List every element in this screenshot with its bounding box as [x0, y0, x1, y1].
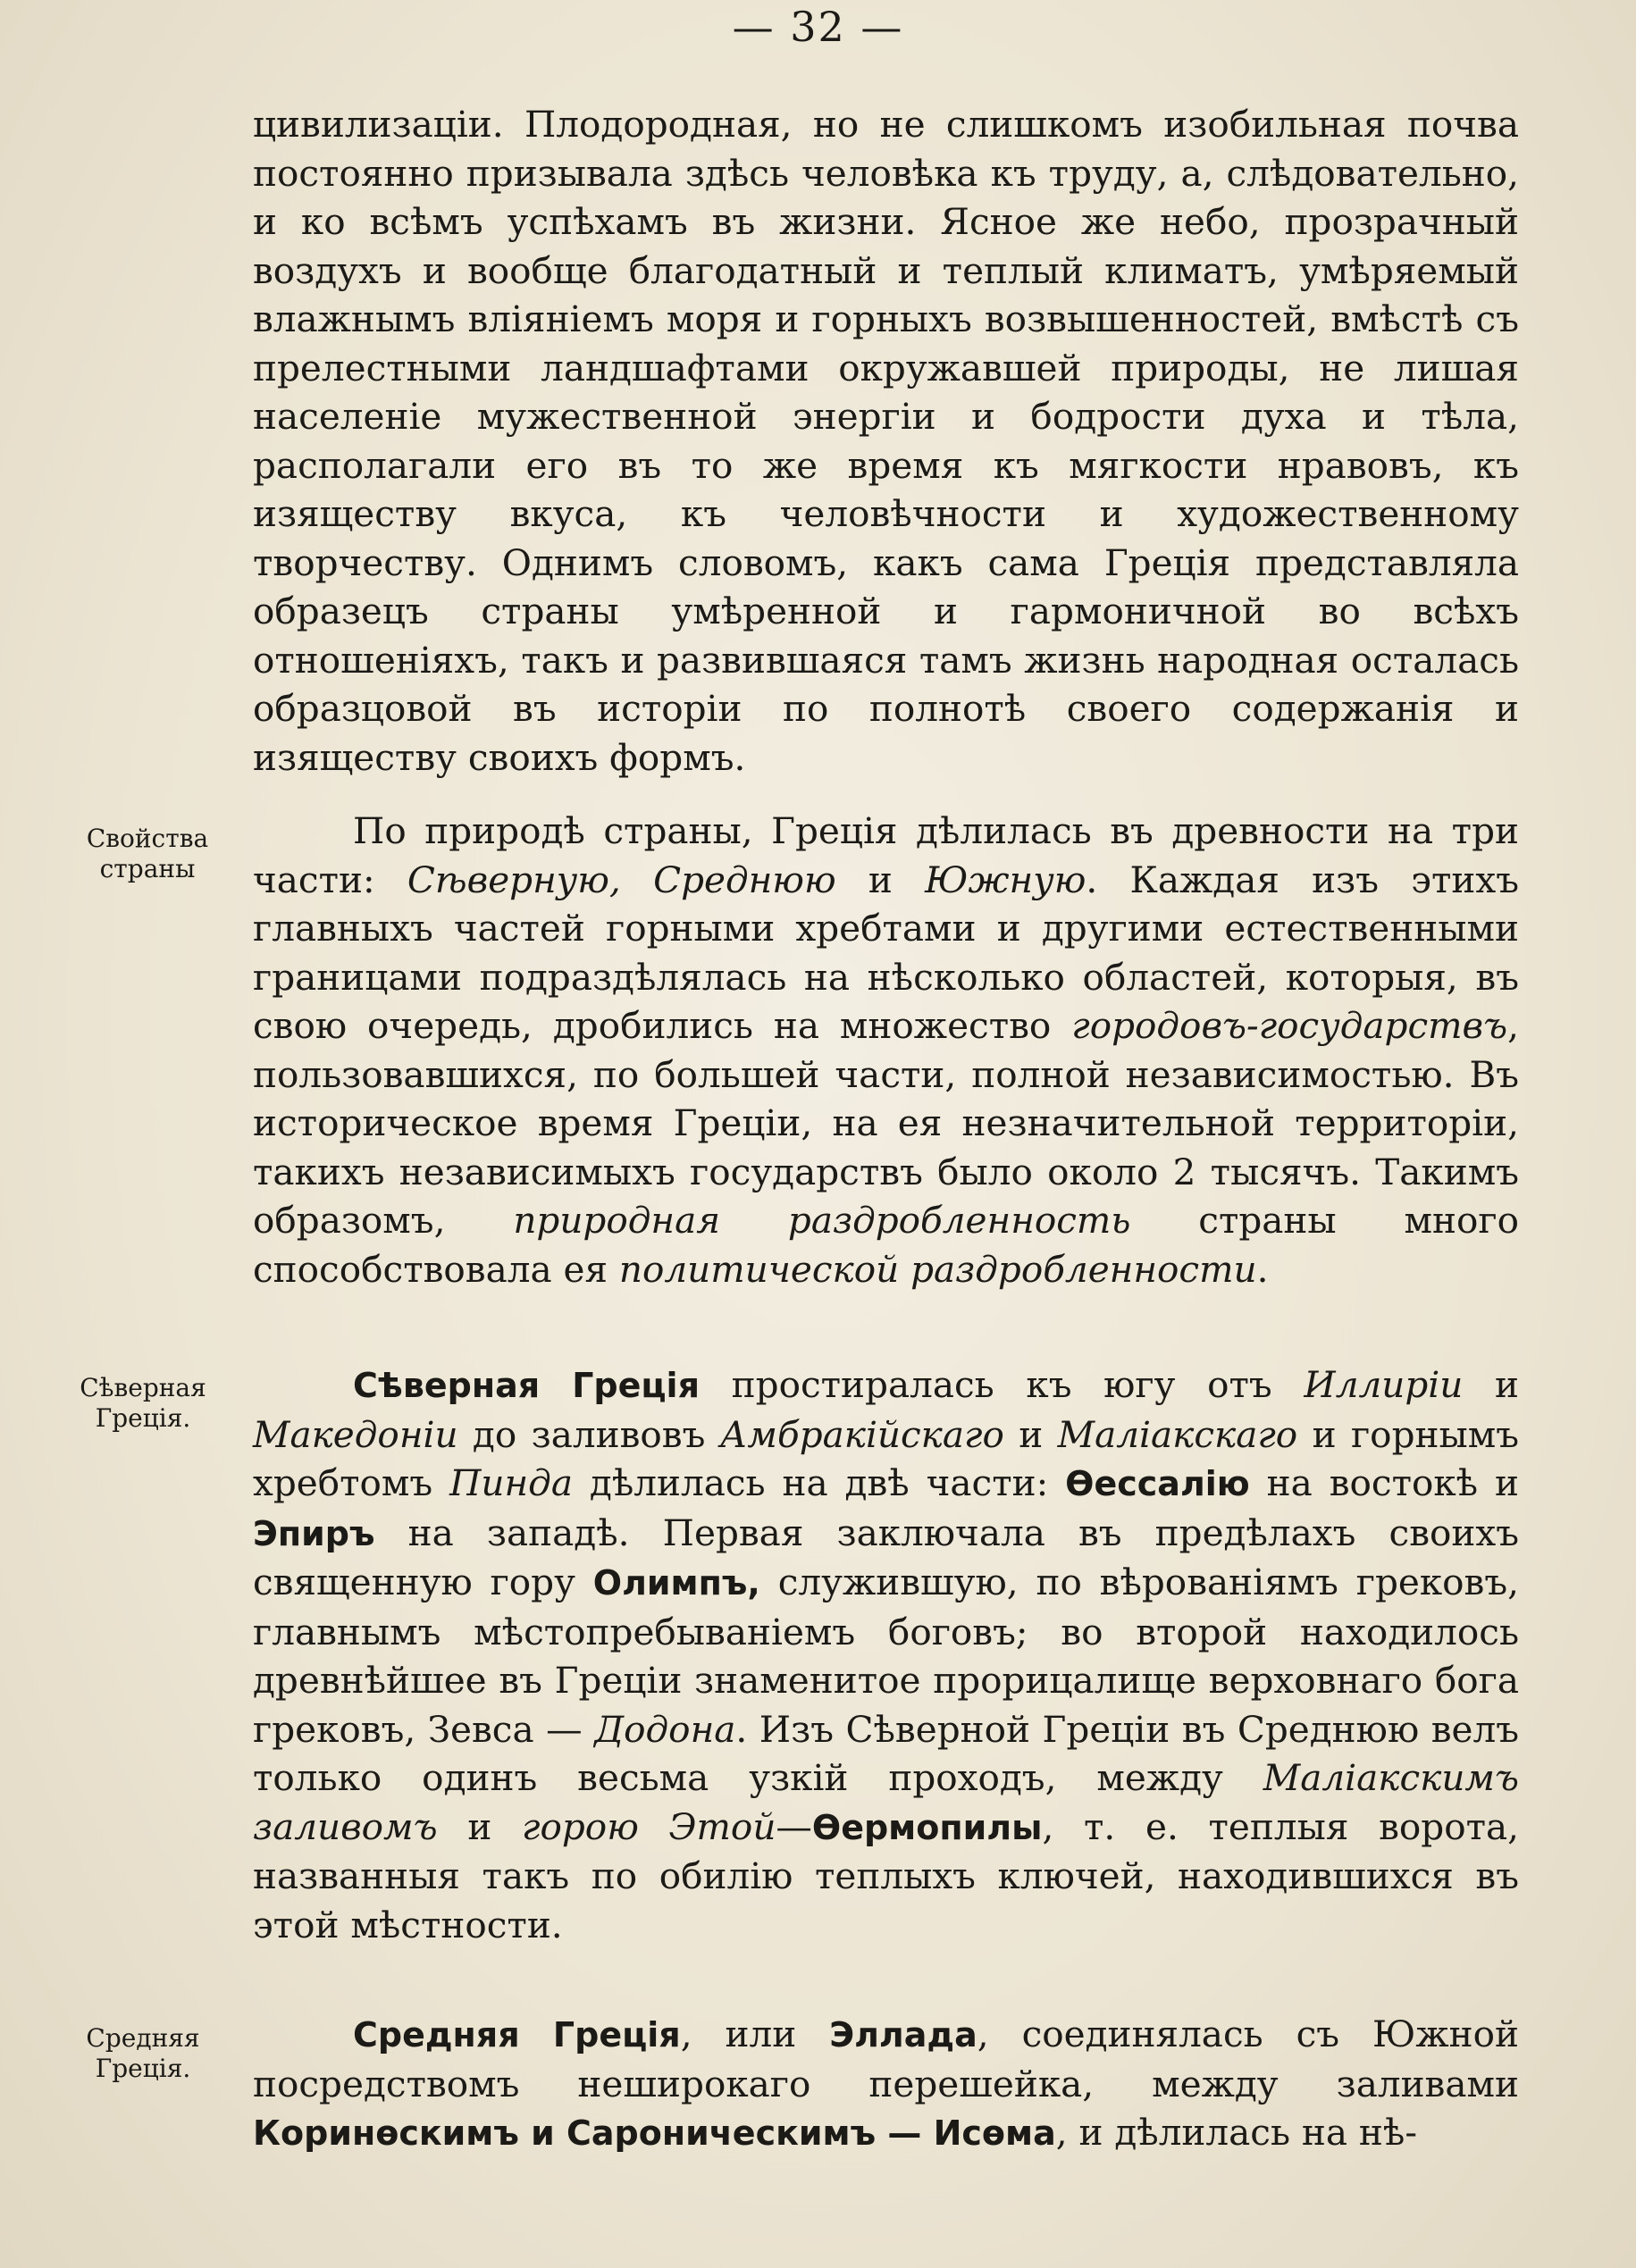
paragraph-civilization [253, 100, 1519, 782]
italic-term: горою Этой [522, 1804, 776, 1848]
margin-note-country-properties: Свойства страны [86, 824, 209, 883]
paragraph-country-division [253, 807, 1519, 1293]
page-number: — 32 — [732, 3, 904, 51]
bold-term: Ѳермопилы [811, 1807, 1043, 1847]
text-run: . [1256, 1247, 1269, 1291]
italic-term: Амбракійскаго [719, 1412, 1004, 1456]
bold-term: Эпиръ [253, 1513, 375, 1553]
text-run: . Изъ Сѣверной Греціи въ Среднюю велъ только одинъ весьма узкій проходъ, между [253, 1707, 1519, 1799]
paragraph-central-greece [253, 2010, 1519, 2158]
text-run: служившую, по вѣрованіямъ грековъ, главнымъ мѣстопребываніемъ боговъ; во второй находилось древнѣйшее въ Греціи знаменитое прорицалище верховнаго бога грековъ, Зевса — [253, 1561, 1519, 1751]
italic-term: природная раздробленность [513, 1199, 1131, 1242]
text-run: , и дѣлилась на нѣ- [1055, 2111, 1418, 2154]
text-run: и горнымъ хребтомъ [253, 1412, 1519, 1504]
text-run: , соединялась съ Южной посредствомъ неширокаго перешейка, между заливами [253, 2013, 1519, 2105]
text-run: на западѣ. Первая заключала въ предѣлахъ своихъ священную гору [253, 1511, 1519, 1603]
italic-term: городовъ-государствъ [1071, 1004, 1508, 1047]
text-run: и [437, 1804, 523, 1848]
text-run: , т. е. теплыя ворота, названныя такъ по обилію теплыхъ ключей, находившихся въ этой мѣстности. [253, 1804, 1519, 1946]
text-run: страны много способствовала ея [253, 1199, 1519, 1291]
bold-term: Средняя Греція [353, 2015, 681, 2055]
text-run: и [1463, 1363, 1519, 1406]
text-run: простиралась къ югу отъ [699, 1363, 1305, 1406]
text-run: , пользовавшихся, по большей части, полной независимостью. Въ историческое время Греціи, на ея незначительной территоріи, такихъ независимыхъ государствъ было около 2 тысячъ. Такимъ образомъ, [253, 1004, 1519, 1242]
paragraph-text [253, 807, 1519, 1293]
text-run: дѣлилась на двѣ части: [573, 1461, 1066, 1504]
text-run: . Каждая изъ этихъ главныхъ частей горными хребтами и другими естественными границами подраздѣлялась на нѣсколько областей, которыя, въ свою очередь, дробились на множество [253, 858, 1519, 1047]
italic-term: Сѣверную, Среднюю [407, 858, 836, 901]
italic-term: Додона [594, 1707, 736, 1751]
text-run: По природѣ страны, Греція дѣлилась въ древности на три части: [253, 809, 1519, 901]
paragraph-text: цивилизаціи. Плодородная, но не слишкомъ изобильная почва постоянно призывала здѣсь человѣка къ труду, а, слѣдовательно, и ко всѣмъ успѣхамъ въ жизни. Ясное же небо, прозрачный воздухъ и вообще благодатный и теплый климатъ, умѣряемый влажнымъ вліяніемъ моря и горныхъ возвышенностей, вмѣстѣ съ прелестными ландшафтами окружавшей природы, не лишая населеніе мужественной энергіи и бодрости духа и тѣла, располагали его въ то же время къ мягкости нравовъ, къ изяществу вкуса, къ человѣчности и художественному творчеству. Однимъ словомъ, какъ сама Греція представляла образецъ страны умѣренной и гармоничной во всѣхъ отношеніяхъ, такъ и развившаяся тамъ жизнь народная осталась образцовой въ исторіи по полнотѣ своего содержанія и изяществу своихъ формъ. [253, 103, 1519, 779]
paragraph-northern-greece [253, 1360, 1519, 1949]
margin-note-central-greece: Средняя Греція. [86, 2023, 200, 2083]
bold-term: Олимпъ, [592, 1563, 760, 1603]
italic-term: Иллиріи [1304, 1363, 1464, 1406]
text-run: и [835, 858, 926, 901]
italic-term: Маліакскаго [1057, 1412, 1298, 1456]
text-run: на востокѣ и [1249, 1461, 1519, 1504]
text-run: — [776, 1804, 812, 1848]
italic-term: политической раздробленности [618, 1247, 1257, 1291]
italic-term: Маліакскимъ заливомъ [253, 1756, 1519, 1848]
text-run: и [1003, 1412, 1058, 1456]
text-run: до заливовъ [457, 1412, 720, 1456]
italic-term: Южную [925, 858, 1086, 901]
bold-term: Сѣверная Греція [353, 1366, 700, 1405]
italic-term: Пинда [449, 1461, 573, 1504]
bold-term: Эллада [829, 2015, 977, 2055]
margin-note-northern-greece: Сѣверная Греція. [80, 1373, 206, 1433]
paragraph-text [253, 2010, 1519, 2158]
text-run: , или [680, 2013, 830, 2055]
bold-term: Ѳессалію [1065, 1464, 1250, 1503]
bold-term: Коринѳскимъ и Сароническимъ — Исѳма [253, 2113, 1056, 2153]
italic-term: Македоніи [253, 1412, 458, 1456]
paragraph-text [253, 1360, 1519, 1949]
